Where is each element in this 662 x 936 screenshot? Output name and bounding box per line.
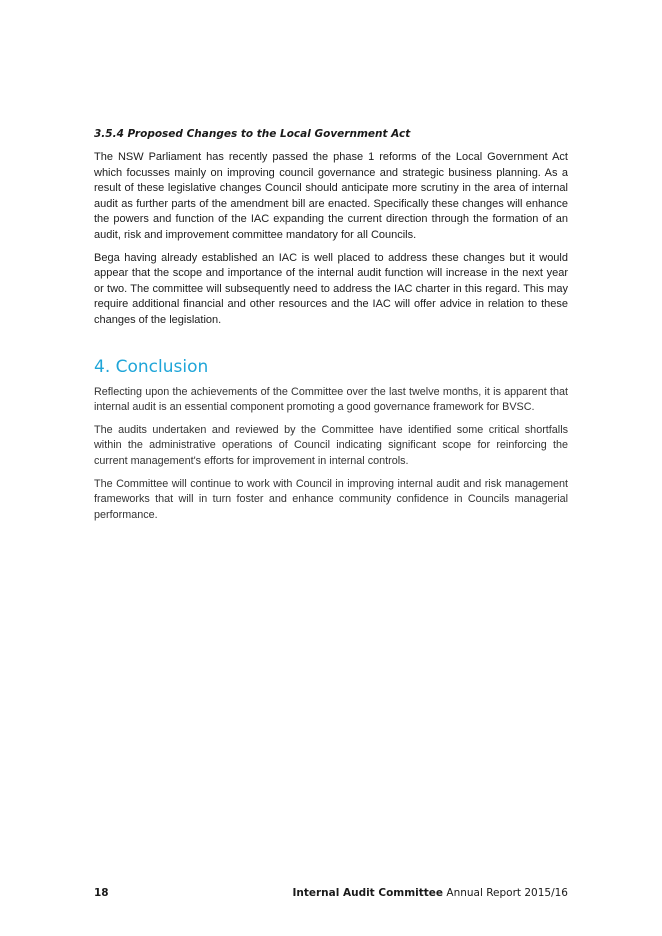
report-title-rest: Annual Report 2015/16 [443,887,568,899]
body-paragraph: The Committee will continue to work with Council in improving internal audit and risk management frameworks that will in turn foster and enhance community confidence in Councils managerial performance. [94,477,568,521]
body-paragraph: The audits undertaken and reviewed by the Committee have identified some critical shortfalls within the administrative operations of Council indicating significant scope for reinforcing the current management's efforts for improvement in internal controls. [94,423,568,467]
subsection-heading: 3.5.4 Proposed Changes to the Local Government Act [94,128,411,140]
report-title [292,887,568,899]
page-number: 18 [94,887,109,899]
page-footer [94,887,568,903]
section-heading: 4. Conclusion [94,356,209,377]
body-paragraph: Bega having already established an IAC is well placed to address these changes but it would appear that the scope and importance of the internal audit function will increase in the next year or two. The committee will subsequently need to address the IAC charter in this regard. This may require additional financial and other resources and the IAC will offer advice in relation to these changes of the legislation. [94,251,568,326]
body-paragraph: Reflecting upon the achievements of the Committee over the last twelve months, it is apparent that internal audit is an essential component promoting a good governance framework for BVSC. [94,385,568,414]
page-content [94,128,568,530]
report-title-bold: Internal Audit Committee [292,887,444,899]
body-paragraph: The NSW Parliament has recently passed the phase 1 reforms of the Local Government Act which focusses mainly on improving council governance and strategic business planning. As a result of these legislative changes Council should anticipate more scrutiny in the area of internal audit as further parts of the amendment bill are enacted. Specifically these changes will enhance the powers and function of the IAC expanding the current direction through the formation of an audit, risk and improvement committee mandatory for all Councils. [94,151,568,241]
